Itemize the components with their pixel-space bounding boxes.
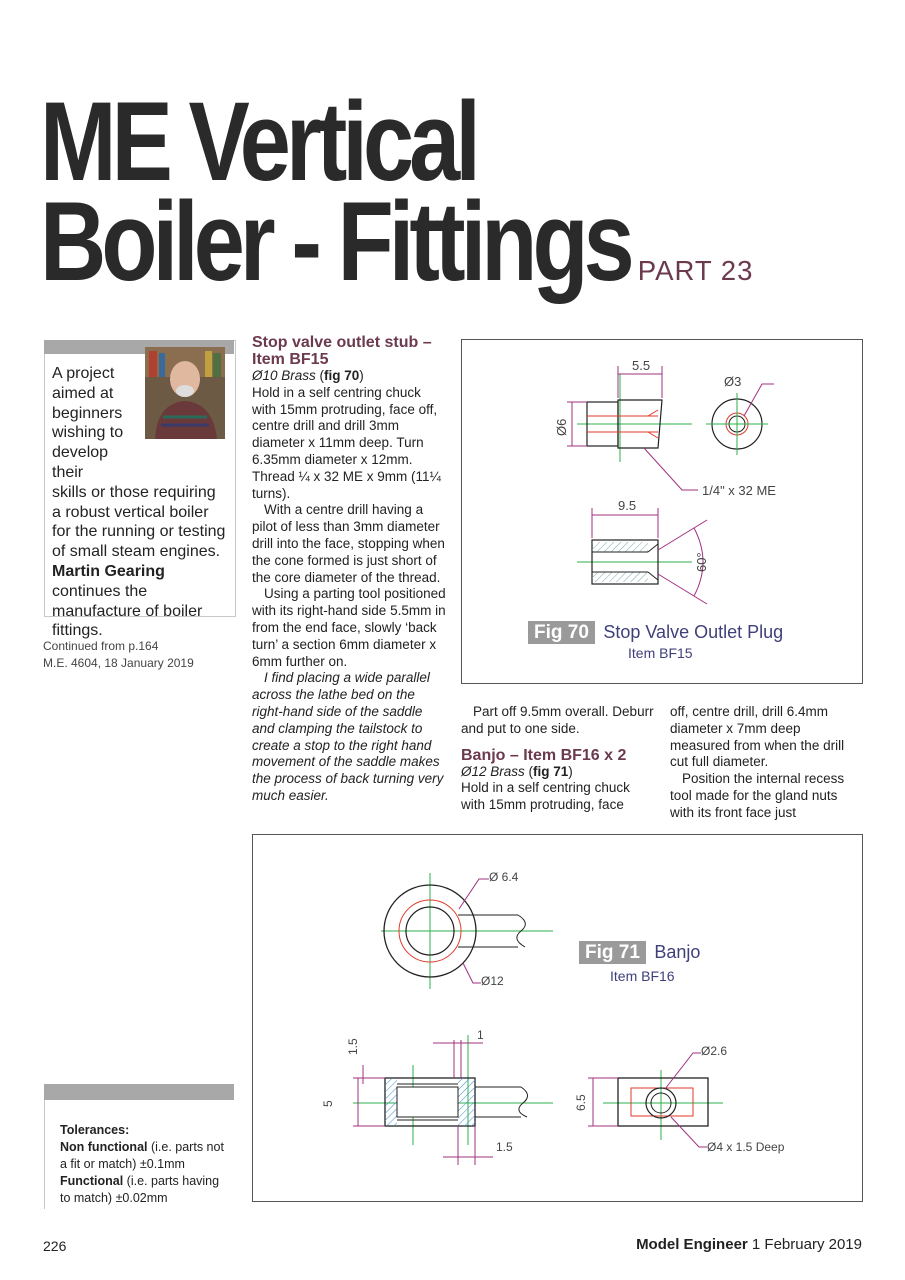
section-heading-bf15: Stop valve outlet stub – Item BF15 — [252, 334, 432, 368]
title-line-2: Boiler - Fittings — [40, 179, 630, 304]
tolerances-text: Tolerances: Non functional (i.e. parts not a fit or match) ±0.1mm Functional (i.e. parts having to match) ±0.02mm — [60, 1123, 224, 1205]
fig70-title: Stop Valve Outlet Plug — [603, 622, 784, 642]
fig70-dim-9-5: 9.5 — [618, 498, 637, 513]
fig70-dim-5-5: 5.5 — [632, 358, 651, 373]
figure-70 — [461, 339, 863, 684]
fig70-item: Item BF15 — [628, 645, 693, 661]
fig71-dim-5: 5 — [321, 1100, 335, 1107]
fig71-dim-1: 1 — [477, 1028, 484, 1042]
fig71-label: Fig 71 — [579, 941, 646, 964]
fig71-dim-1-5a: 1.5 — [346, 1038, 360, 1055]
fig70-label: Fig 70 — [528, 621, 595, 644]
author-name: Martin Gearing — [52, 562, 165, 580]
fig71-title: Banjo — [654, 942, 701, 962]
column-1: Stop valve outlet stub – Item BF15 Ø10 Brass (fig 70) Hold in a self centring chuck with 15mm protruding, face off, centre drill and drill 3mm diameter x 11mm deep. Turn 6.35mm diameter x 12mm. Thread ¼ x 32 ME x 9mm (11¼ turns). With a centre drill having a pilot of less than 3mm diameter drill into the face, stopping when the cone formed is just short of the core diameter of the thread. Using a parting tool positioned with its right-hand side 5.5mm in from the end face, slowly ‘back turn’ a section 6mm diameter x 6mm further on. I find placing a wide parallel across the lathe bed on the right-hand side of the saddle and clamping the tailstock to create a stop to the right hand movement of the saddle makes the process of back turning very much easier. — [252, 334, 448, 805]
title-line-1: ME Vertical — [40, 79, 476, 204]
column-2: Part off 9.5mm overall. Deburr and put to one side. Banjo – Item BF16 x 2 Ø12 Brass (fig 71) Hold in a self centring chuck with 15mm protruding, face — [461, 704, 657, 814]
fig71-drawing — [253, 835, 862, 1201]
column-3: off, centre drill, drill 6.4mm diameter x 7mm deep measured from when the drill cut full diameter. Position the internal recess tool made for the gland nuts with its front face just — [670, 704, 845, 820]
fig71-dim-d12: Ø12 — [481, 974, 504, 988]
section-heading-bf16: Banjo – Item BF16 x 2 — [461, 746, 627, 764]
fig71-dim-d6-4: Ø 6.4 — [489, 870, 519, 884]
fig70-angle: 60° — [694, 552, 709, 572]
intro-text: A project aimed at beginners wishing to develop their skills or those requiring a robust vertical boiler for the running or testing of small steam engines. Martin Gearing continues the manufacture of boiler fittings. — [52, 365, 226, 640]
fig70-thread: 1/4" x 32 ME — [702, 483, 776, 498]
footer-magazine: Model Engineer 1 February 2019 — [636, 1236, 862, 1253]
fig71-dim-6-5: 6.5 — [574, 1094, 588, 1111]
fig70-dim-d6: Ø6 — [554, 418, 569, 436]
tolerances-bar — [44, 1084, 234, 1100]
fig71-item: Item BF16 — [610, 968, 675, 984]
fig71-dim-d2-6: Ø2.6 — [701, 1044, 728, 1058]
continued-note: Continued from p.164 M.E. 4604, 18 January 2019 — [43, 639, 194, 670]
fig71-dim-d4: Ø4 x 1.5 Deep — [707, 1140, 785, 1154]
fig71-dim-1-5b: 1.5 — [496, 1140, 513, 1154]
fig70-dim-d3: Ø3 — [724, 374, 742, 389]
figure-71 — [252, 834, 863, 1202]
page-title — [40, 79, 754, 321]
part-number: PART 23 — [638, 255, 754, 286]
page-number: 226 — [43, 1238, 67, 1254]
